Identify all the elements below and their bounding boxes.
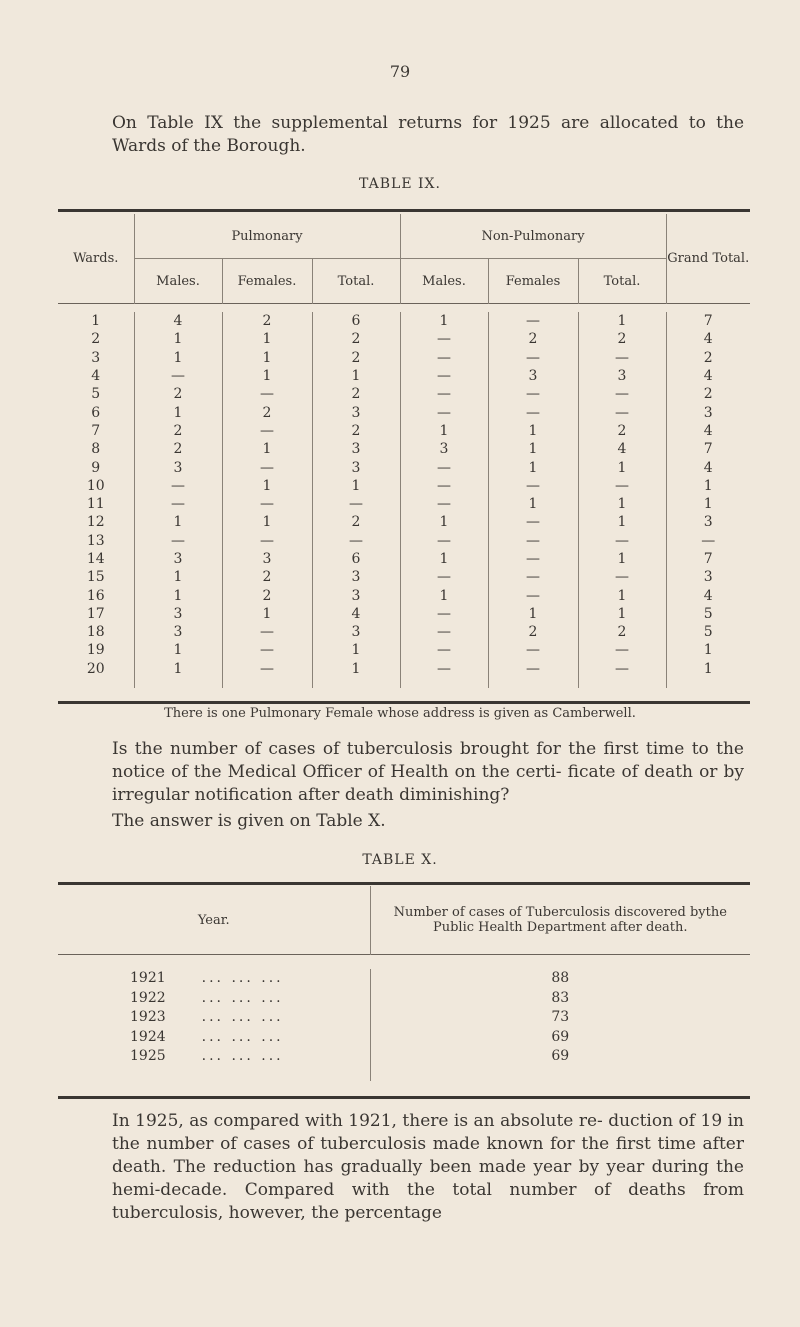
- table-row: [58, 586, 750, 604]
- ward-number: 19: [86, 642, 105, 659]
- table-row: [58, 349, 750, 367]
- table-cell: 2: [222, 312, 312, 330]
- table-cell: 2: [666, 385, 750, 403]
- table-cell: 7: [666, 312, 750, 330]
- table-row: [58, 1047, 750, 1067]
- table10-top-rule: [58, 882, 750, 885]
- ward-number: 10: [86, 477, 105, 494]
- table-cell: 1: [578, 312, 666, 330]
- table9-top-rule: [58, 209, 750, 212]
- ward-number: 12: [86, 514, 105, 531]
- table-row: [58, 532, 750, 550]
- table-row: [58, 495, 750, 513]
- table-cell: —: [578, 403, 666, 421]
- table-cell: 1: [578, 458, 666, 476]
- table-cell: —: [222, 641, 312, 659]
- ward-number: 18: [86, 624, 105, 641]
- table-cell: —: [488, 532, 578, 550]
- table-cell: 1: [400, 312, 488, 330]
- table-cell: 2: [578, 330, 666, 348]
- table-cell: 3: [666, 513, 750, 531]
- table-cell: 1: [488, 605, 578, 623]
- table-cell: —: [488, 403, 578, 421]
- table-cell: —: [134, 367, 222, 385]
- table-cell: —: [578, 532, 666, 550]
- col-header-np-total: Total.: [578, 259, 666, 304]
- table-row: [58, 330, 750, 348]
- table-cell: —: [312, 495, 400, 513]
- table-cell: 3: [578, 367, 666, 385]
- table-cell: 1: [488, 422, 578, 440]
- ward-number: 4: [91, 368, 101, 385]
- table-row: [58, 403, 750, 421]
- col-header-np-females: Females: [488, 259, 578, 304]
- table-cell: —: [400, 605, 488, 623]
- table-cell: 1: [400, 550, 488, 568]
- leader-dots: ... ... ...: [201, 1048, 284, 1065]
- ward-number: 1: [91, 313, 101, 330]
- year-cell: [58, 989, 370, 1009]
- table-cell: —: [488, 568, 578, 586]
- table-cell: 4: [666, 586, 750, 604]
- table10-caption: TABLE X.: [362, 852, 438, 868]
- table-cell: 2: [312, 513, 400, 531]
- table-cell: —: [488, 641, 578, 659]
- table-cell: 4: [312, 605, 400, 623]
- table-cell: 1: [312, 367, 400, 385]
- ward-number: 3: [91, 349, 101, 366]
- table-cell: 1: [134, 513, 222, 531]
- table-row: [58, 1008, 750, 1028]
- table-row: [58, 440, 750, 458]
- table-cell: —: [578, 660, 666, 688]
- col-header-np-males: Males.: [400, 259, 488, 304]
- table-cell: 2: [312, 349, 400, 367]
- question-paragraph: Is the number of cases of tuberculosis brought for the first time to the notice of the Medical Officer of Health on the certi- ficate of death or by irregular notification after death diminishing?: [112, 739, 744, 805]
- table-cell: —: [578, 349, 666, 367]
- table-cell: 3: [222, 550, 312, 568]
- table-cell: —: [578, 568, 666, 586]
- table-row: [58, 422, 750, 440]
- ward-number: 20: [86, 660, 105, 677]
- table-cell: —: [488, 660, 578, 688]
- table-cell: —: [222, 422, 312, 440]
- table-cell: —: [488, 385, 578, 403]
- year-value: 1923: [130, 1009, 166, 1026]
- table-cell: 1: [578, 513, 666, 531]
- table9-caption: TABLE IX.: [359, 176, 441, 192]
- ward-number: 15: [86, 569, 105, 586]
- table-cell: 5: [666, 605, 750, 623]
- table-cell: 1: [666, 641, 750, 659]
- year-cell: [58, 1028, 370, 1048]
- answer-paragraph: The answer is given on Table X.: [112, 811, 386, 831]
- table-cell: 3: [312, 440, 400, 458]
- table-cell: 1: [222, 330, 312, 348]
- table-cell: 2: [222, 568, 312, 586]
- table-cell: 1: [578, 586, 666, 604]
- year-cell: [58, 1008, 370, 1028]
- table-cell: —: [400, 403, 488, 421]
- table-cell: 1: [400, 586, 488, 604]
- table-cell: 1: [134, 641, 222, 659]
- table-cell: —: [312, 532, 400, 550]
- table-cell: 1: [488, 440, 578, 458]
- table-cell: 2: [312, 385, 400, 403]
- table-row: [58, 458, 750, 476]
- year-value: 1922: [130, 989, 166, 1006]
- table-cell: 3: [134, 458, 222, 476]
- year-cell: [58, 969, 370, 989]
- year-value: 1925: [130, 1048, 166, 1065]
- table-cell: —: [400, 532, 488, 550]
- table-cell: 4: [666, 422, 750, 440]
- closing-paragraph: In 1925, as compared with 1921, there is an absolute re- duction of 19 in the number of cases of tuberculosis made known for the first time after death. The reduction has gradually been made year by year during the hemi-decade. Compared with the total number of deaths from tuberculosis, however, the percentage: [112, 1111, 744, 1223]
- col-header-wards: Wards.: [73, 251, 119, 266]
- col-header-cases: Number of cases of Tuberculosis discovered bythe Public Health Department after death.: [370, 886, 750, 955]
- table-cell: —: [400, 495, 488, 513]
- year-value: 1924: [130, 1028, 166, 1045]
- group-header-pulmonary: Pulmonary: [134, 214, 400, 259]
- table-row: [58, 477, 750, 495]
- table-cell: 1: [400, 513, 488, 531]
- table-cell: —: [400, 330, 488, 348]
- col-header-grand-total: Grand Total.: [666, 214, 750, 304]
- ward-number: 6: [91, 404, 101, 421]
- table-cell: 4: [578, 440, 666, 458]
- leader-dots: ... ... ...: [201, 1028, 284, 1045]
- table-cell: 4: [134, 312, 222, 330]
- table9-note: There is one Pulmonary Female whose address is given as Camberwell.: [164, 706, 636, 721]
- table-cell: 3: [134, 623, 222, 641]
- table-cell: —: [578, 385, 666, 403]
- table-x: [58, 886, 750, 1081]
- ward-number: 5: [91, 386, 101, 403]
- table-cell: —: [400, 367, 488, 385]
- table-cell: —: [488, 349, 578, 367]
- table-cell: 2: [222, 586, 312, 604]
- table-cell: 1: [666, 660, 750, 688]
- leader-dots: ... ... ...: [201, 970, 284, 987]
- table-cell: 2: [222, 403, 312, 421]
- table-cell: —: [134, 477, 222, 495]
- ward-number: 2: [91, 331, 101, 348]
- table-cell: —: [400, 477, 488, 495]
- table-cell: —: [400, 568, 488, 586]
- table-cell: 2: [666, 349, 750, 367]
- table-cell: 6: [312, 312, 400, 330]
- table-cell: 3: [488, 367, 578, 385]
- col-header-year: Year.: [197, 912, 230, 928]
- ward-number: 13: [86, 532, 105, 549]
- table-cell: —: [222, 385, 312, 403]
- table-row: [58, 385, 750, 403]
- table-cell: 4: [666, 330, 750, 348]
- table-cell: —: [134, 532, 222, 550]
- table9-bottom-rule: [58, 701, 750, 704]
- table-row: [58, 989, 750, 1009]
- table-cell: —: [578, 477, 666, 495]
- table-cell: 1: [312, 477, 400, 495]
- table-cell: 3: [312, 568, 400, 586]
- intro-paragraph: On Table IX the supplemental returns for 1925 are allocated to the Wards of the Borough.: [112, 113, 744, 156]
- cases-value: 83: [370, 989, 750, 1009]
- table-row: [58, 1028, 750, 1048]
- table-cell: 1: [312, 641, 400, 659]
- table-cell: 3: [134, 550, 222, 568]
- table-cell: —: [400, 385, 488, 403]
- table-cell: —: [400, 623, 488, 641]
- table-cell: 3: [312, 403, 400, 421]
- table-cell: —: [666, 532, 750, 550]
- table-cell: 7: [666, 440, 750, 458]
- table-row: [58, 568, 750, 586]
- cases-value: 88: [370, 969, 750, 989]
- table-cell: 1: [222, 440, 312, 458]
- table-cell: 1: [400, 422, 488, 440]
- table-cell: 1: [578, 605, 666, 623]
- page-number: 79: [389, 62, 411, 81]
- col-header-pulm-total: Total.: [312, 259, 400, 304]
- table-cell: 2: [488, 330, 578, 348]
- table-cell: —: [400, 641, 488, 659]
- table-cell: —: [488, 513, 578, 531]
- col-header-pulm-females: Females.: [222, 259, 312, 304]
- table-cell: 2: [578, 422, 666, 440]
- table-cell: 2: [578, 623, 666, 641]
- table-cell: —: [134, 495, 222, 513]
- table-row: [58, 605, 750, 623]
- table-cell: 2: [488, 623, 578, 641]
- table-cell: 2: [134, 440, 222, 458]
- col-header-pulm-males: Males.: [134, 259, 222, 304]
- table-cell: —: [488, 550, 578, 568]
- table-row: [58, 969, 750, 989]
- ward-number: 7: [91, 422, 101, 439]
- table-cell: 3: [312, 586, 400, 604]
- table-cell: 1: [134, 330, 222, 348]
- table-cell: —: [488, 477, 578, 495]
- table-cell: 1: [312, 660, 400, 688]
- table-cell: —: [222, 495, 312, 513]
- table-cell: 1: [578, 550, 666, 568]
- ward-number: 11: [86, 496, 105, 513]
- table-row: [58, 623, 750, 641]
- table-ix: [58, 214, 750, 688]
- ward-number: 16: [86, 587, 105, 604]
- table-cell: —: [578, 641, 666, 659]
- table-cell: 1: [578, 495, 666, 513]
- table-cell: 3: [312, 458, 400, 476]
- table-cell: 1: [222, 367, 312, 385]
- table-cell: 3: [134, 605, 222, 623]
- table-row: [58, 312, 750, 330]
- table-cell: 1: [666, 495, 750, 513]
- table-cell: 3: [400, 440, 488, 458]
- table-cell: 4: [666, 367, 750, 385]
- table-cell: 7: [666, 550, 750, 568]
- table-row: [58, 660, 750, 688]
- table-row: [58, 641, 750, 659]
- year-value: 1921: [130, 970, 166, 987]
- cases-value: 69: [370, 1047, 750, 1067]
- ward-number: 9: [91, 459, 101, 476]
- table-cell: 2: [312, 422, 400, 440]
- leader-dots: ... ... ...: [201, 989, 284, 1006]
- table-cell: —: [488, 312, 578, 330]
- table-cell: 1: [134, 586, 222, 604]
- table-cell: 3: [666, 403, 750, 421]
- table-cell: —: [222, 532, 312, 550]
- table-cell: 3: [312, 623, 400, 641]
- leader-dots: ... ... ...: [201, 1009, 284, 1026]
- table-cell: 1: [134, 403, 222, 421]
- ward-number: 14: [86, 551, 105, 567]
- table-row: [58, 550, 750, 568]
- table-cell: 1: [134, 349, 222, 367]
- table-cell: —: [400, 458, 488, 476]
- table-cell: —: [400, 349, 488, 367]
- group-header-non-pulmonary: Non-Pulmonary: [400, 214, 666, 259]
- table-cell: —: [488, 586, 578, 604]
- cases-value: 73: [370, 1008, 750, 1028]
- table-cell: 1: [222, 349, 312, 367]
- table-cell: 1: [666, 477, 750, 495]
- table-cell: —: [222, 660, 312, 688]
- ward-number: 8: [91, 441, 101, 458]
- table-cell: 1: [222, 477, 312, 495]
- year-cell: [58, 1047, 370, 1067]
- table-cell: 1: [134, 660, 222, 688]
- table-cell: —: [222, 458, 312, 476]
- table-cell: 4: [666, 458, 750, 476]
- table-cell: 1: [134, 568, 222, 586]
- table-cell: 6: [312, 550, 400, 568]
- table-cell: 2: [134, 385, 222, 403]
- table-row: [58, 513, 750, 531]
- table-cell: 1: [222, 605, 312, 623]
- table-cell: 2: [312, 330, 400, 348]
- table-cell: 1: [488, 458, 578, 476]
- table-cell: 5: [666, 623, 750, 641]
- ward-number: 17: [86, 605, 105, 622]
- cases-value: 69: [370, 1028, 750, 1048]
- table-cell: 3: [666, 568, 750, 586]
- table-row: [58, 367, 750, 385]
- table-cell: —: [400, 660, 488, 688]
- table-cell: 1: [222, 513, 312, 531]
- table-cell: —: [222, 623, 312, 641]
- table-cell: 1: [488, 495, 578, 513]
- table-cell: 2: [134, 422, 222, 440]
- table10-bottom-rule: [58, 1096, 750, 1099]
